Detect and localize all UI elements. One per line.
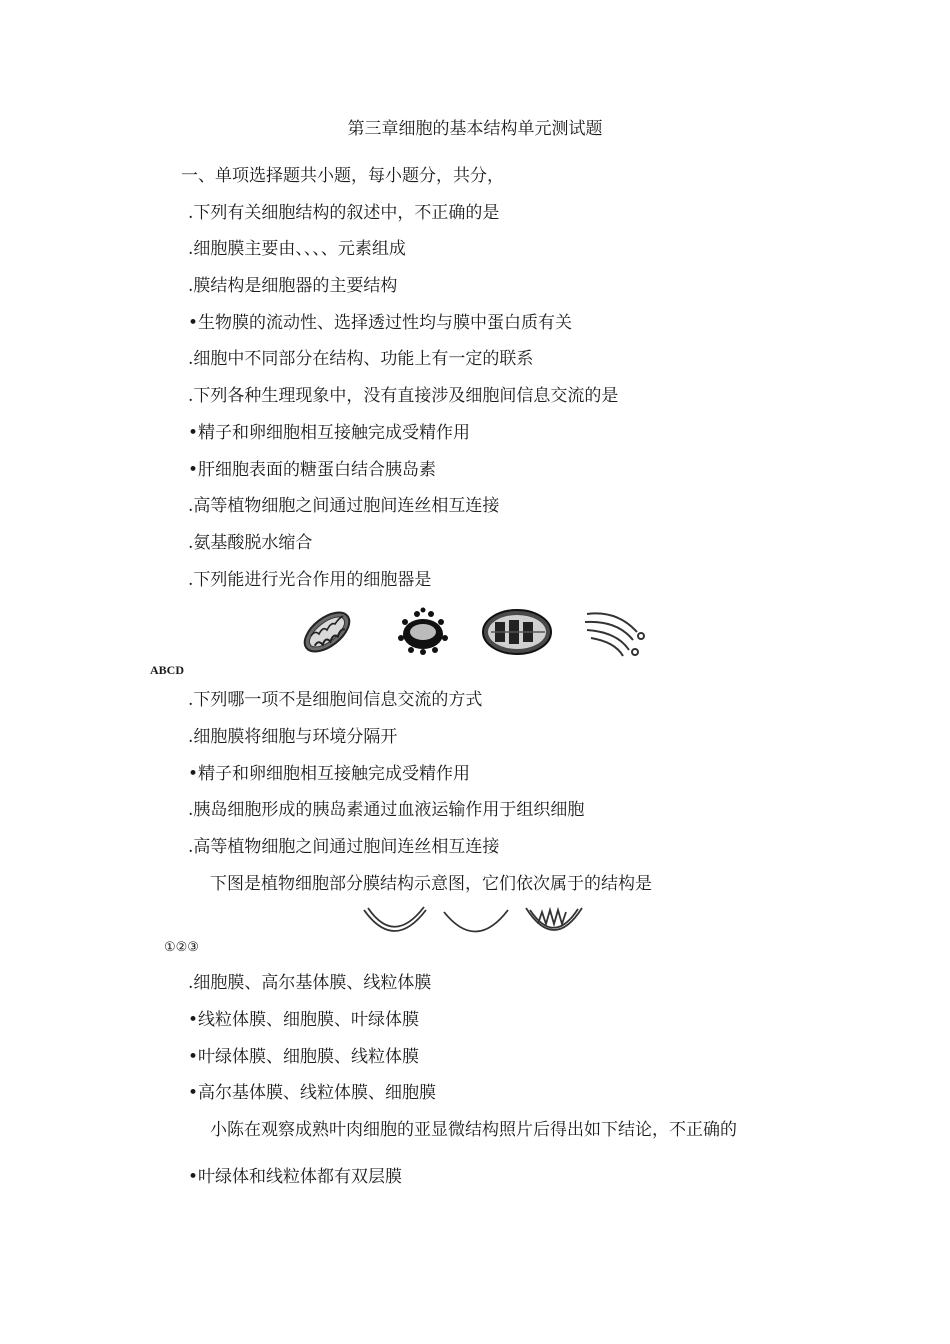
figure-label-circled: ①②③ [164,940,199,955]
golgi-icon [585,613,644,656]
question-1-option: .细胞中不同部分在结构、功能上有一定的联系 [188,349,534,369]
page-title: 第三章细胞的基本结构单元测试题 [347,119,603,139]
question-5-stem: 下图是植物细胞部分膜结构示意图，它们依次属于的结构是 [210,874,652,894]
question-2-option: •精子和卵细胞相互接触完成受精作用 [188,423,471,443]
question-1-option: .细胞膜主要由、、、、元素组成 [188,239,406,259]
question-1-option: .膜结构是细胞器的主要结构 [188,276,398,296]
figure-label-abcd: ABCD [150,663,185,677]
question-4-option: •精子和卵细胞相互接触完成受精作用 [188,764,471,784]
double-membrane-icon [364,907,426,931]
mitochondrion-icon [298,605,356,659]
folded-membrane-icon [526,908,582,930]
question-2-option: .高等植物细胞之间通过胞间连丝相互连接 [188,496,500,516]
chloroplast-icon [483,610,551,654]
question-5-option: •线粒体膜、细胞膜、叶绿体膜 [188,1010,420,1030]
question-1-option: •生物膜的流动性、选择透过性均与膜中蛋白质有关 [188,313,573,333]
question-2-stem: .下列各种生理现象中，没有直接涉及细胞间信息交流的是 [188,386,619,406]
question-6-option: •叶绿体和线粒体都有双层膜 [188,1167,403,1187]
organelle-figure [295,600,655,664]
question-3-stem: .下列能进行光合作用的细胞器是 [188,570,432,590]
question-4-option: .细胞膜将细胞与环境分隔开 [188,727,398,747]
question-5-option: .细胞膜、高尔基体膜、线粒体膜 [188,973,432,993]
question-1-stem: .下列有关细胞结构的叙述中，不正确的是 [188,203,500,223]
single-membrane-icon [444,910,508,932]
question-4-option: .胰岛细胞形成的胰岛素通过血液运输作用于组织细胞 [188,800,585,820]
question-2-option: •肝细胞表面的糖蛋白结合胰岛素 [188,460,437,480]
question-6-stem: 小陈在观察成熟叶肉细胞的亚显微结构照片后得出如下结论，不正确的 [210,1120,737,1140]
question-2-option: .氨基酸脱水缩合 [188,533,313,553]
question-5-option: •叶绿体膜、细胞膜、线粒体膜 [188,1047,420,1067]
section-heading: 一、单项选择题共小题，每小题分，共分， [181,166,504,186]
membrane-figure [360,904,590,944]
question-5-option: •高尔基体膜、线粒体膜、细胞膜 [188,1083,437,1103]
question-4-option: .高等植物细胞之间通过胞间连丝相互连接 [188,837,500,857]
question-4-stem: .下列哪一项不是细胞间信息交流的方式 [188,690,483,710]
granular-organelle-icon [398,608,448,656]
